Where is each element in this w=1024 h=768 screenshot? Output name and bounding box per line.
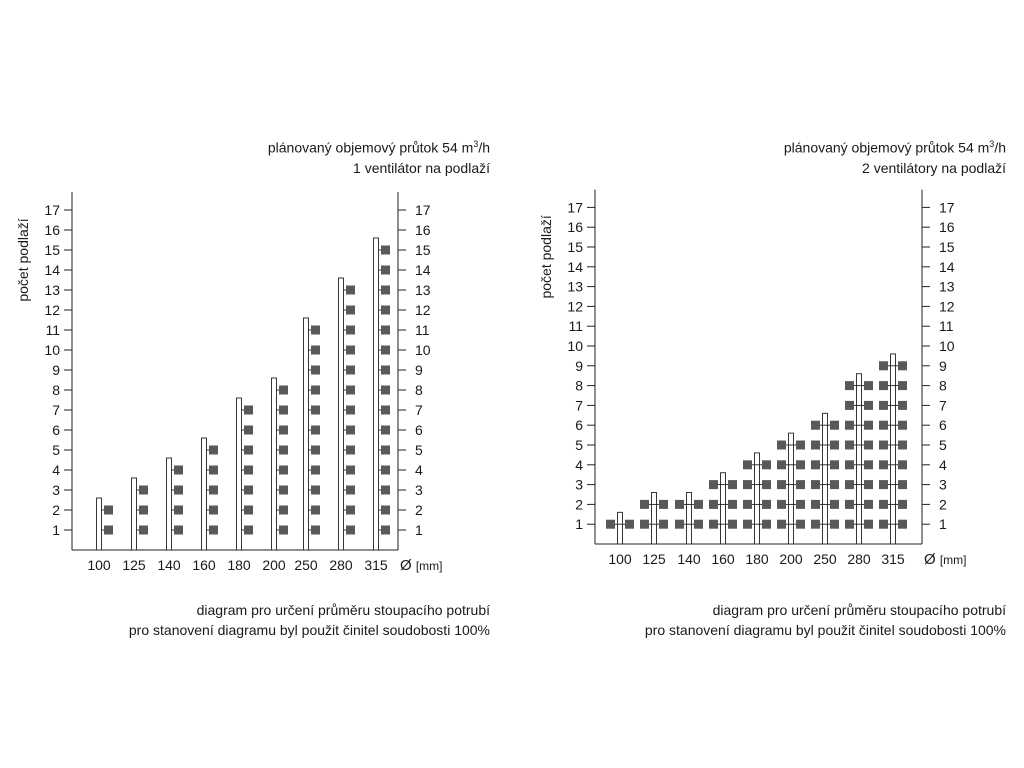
riser-pipe [687, 493, 692, 544]
y-tick-label-left: 9 [52, 362, 60, 378]
y-tick-label-left: 16 [567, 219, 583, 236]
riser-column [845, 374, 873, 544]
fan-marker [762, 480, 771, 489]
y-tick-label-right: 11 [415, 322, 430, 338]
y-tick-label-right: 4 [939, 456, 947, 473]
y-tick-label-left: 13 [44, 282, 60, 298]
fan-marker [743, 480, 752, 489]
fan-marker [879, 401, 888, 410]
header-fans-line: 2 ventilátory na podlaží [862, 159, 1006, 176]
x-axis-title: Ø [mm] [924, 551, 967, 568]
riser-pipe [652, 493, 657, 544]
fan-marker [381, 326, 390, 335]
fan-marker [659, 520, 668, 529]
fan-marker [728, 520, 737, 529]
footer-simultaneity-line: pro stanovení diagramu byl použit činitel soudobosti 100% [644, 622, 1006, 638]
riser-pipe [721, 473, 726, 544]
fan-marker [762, 520, 771, 529]
y-tick-label-right: 3 [939, 476, 947, 493]
y-axis-title: počet podlaží [15, 218, 31, 302]
fan-marker [675, 500, 684, 509]
riser-pipe [755, 453, 760, 544]
x-tick-label: 140 [677, 551, 701, 567]
fan-marker [864, 520, 873, 529]
fan-marker [381, 366, 390, 375]
fan-marker [381, 486, 390, 495]
fan-marker [381, 306, 390, 315]
fan-marker [209, 446, 218, 455]
fan-marker [381, 526, 390, 535]
fan-marker [898, 401, 907, 410]
fan-marker [845, 381, 854, 390]
riser-pipe [891, 354, 896, 544]
y-tick-label-right: 13 [939, 278, 955, 295]
y-tick-label-left: 8 [52, 382, 60, 398]
x-tick-label: 125 [642, 551, 666, 567]
y-tick-label-right: 17 [939, 199, 955, 216]
fan-marker [864, 401, 873, 410]
fan-marker [209, 486, 218, 495]
y-tick-label-left: 3 [575, 476, 583, 493]
fan-marker [694, 520, 703, 529]
x-tick-label: 250 [294, 557, 318, 573]
fan-marker [311, 426, 320, 435]
x-tick-label: 140 [157, 557, 181, 573]
fan-marker [346, 446, 355, 455]
fan-marker [311, 346, 320, 355]
fan-marker [811, 460, 820, 469]
y-tick-label-right: 9 [939, 357, 947, 374]
fan-marker [811, 421, 820, 430]
fan-marker [777, 500, 786, 509]
y-tick-label-right: 7 [939, 397, 947, 414]
chart-footer [645, 600, 1006, 640]
fan-marker [845, 421, 854, 430]
y-tick-label-right: 16 [939, 219, 955, 236]
y-tick-label-right: 16 [415, 222, 431, 238]
fan-marker [845, 500, 854, 509]
x-tick-label: 125 [122, 557, 146, 573]
riser-column [709, 473, 737, 544]
fan-marker [279, 386, 288, 395]
y-tick-label-left: 2 [52, 502, 60, 518]
y-tick-label-right: 6 [415, 422, 423, 438]
fan-marker [864, 480, 873, 489]
y-tick-label-right: 12 [415, 302, 431, 318]
fan-marker [244, 506, 253, 515]
fan-marker [659, 500, 668, 509]
y-tick-label-right: 15 [415, 242, 431, 258]
fan-marker [279, 466, 288, 475]
header-fans-line: 1 ventilátor na podlaží [353, 159, 490, 176]
fan-marker [346, 466, 355, 475]
y-tick-label-left: 10 [567, 338, 583, 354]
fan-marker [796, 500, 805, 509]
fan-marker [311, 466, 320, 475]
fan-marker [346, 526, 355, 535]
fan-marker [346, 386, 355, 395]
fan-marker [244, 426, 253, 435]
y-tick-label-left: 1 [52, 522, 60, 538]
y-tick-label-left: 11 [568, 318, 583, 335]
y-tick-label-left: 10 [44, 342, 60, 358]
riser-column [675, 493, 703, 544]
fan-marker [279, 446, 288, 455]
y-tick-label-left: 1 [575, 516, 583, 533]
y-tick-label-left: 12 [44, 302, 60, 318]
riser-column [640, 493, 668, 544]
fan-marker [879, 480, 888, 489]
y-axis-title: počet podlaží [538, 215, 554, 299]
y-tick-label-left: 8 [575, 377, 583, 394]
fan-marker [209, 526, 218, 535]
y-tick-label-right: 13 [415, 282, 431, 298]
y-tick-label-left: 2 [575, 496, 583, 513]
y-tick-label-left: 7 [575, 397, 583, 414]
fan-marker [743, 500, 752, 509]
header-flow-line: plánovaný objemový průtok 54 $m^3/h$ [267, 139, 490, 156]
fan-marker [709, 480, 718, 489]
fan-marker [279, 486, 288, 495]
fan-marker [709, 500, 718, 509]
x-tick-label: 100 [87, 557, 111, 573]
y-tick-label-left: 6 [575, 417, 583, 434]
fan-marker [640, 500, 649, 509]
fan-marker [879, 520, 888, 529]
y-tick-label-left: 4 [52, 462, 60, 478]
x-tick-label: 180 [227, 557, 251, 573]
riser-pipe [202, 438, 207, 550]
fan-marker [311, 386, 320, 395]
riser-column [167, 458, 184, 550]
fan-marker [845, 441, 854, 450]
fan-marker [796, 520, 805, 529]
fan-marker [381, 266, 390, 275]
riser-column [879, 354, 907, 544]
fan-marker [743, 460, 752, 469]
riser-column [132, 478, 149, 550]
y-tick-label-left: 17 [567, 199, 583, 216]
fan-marker [174, 486, 183, 495]
fan-marker [845, 401, 854, 410]
fan-marker [830, 520, 839, 529]
fan-marker [381, 386, 390, 395]
fan-marker [381, 286, 390, 295]
fan-marker [346, 306, 355, 315]
riser-pipe [339, 278, 344, 550]
y-tick-label-left: 13 [567, 278, 583, 295]
fan-marker [743, 520, 752, 529]
y-tick-label-left: 17 [44, 202, 60, 218]
y-tick-label-left: 5 [52, 442, 60, 458]
fan-marker [762, 460, 771, 469]
y-tick-label-left: 15 [567, 239, 583, 255]
fan-marker [311, 506, 320, 515]
fan-marker [381, 406, 390, 415]
y-tick-label-right: 8 [415, 382, 423, 398]
fan-marker [174, 526, 183, 535]
y-tick-label-right: 1 [415, 522, 423, 538]
riser-pipe [374, 238, 379, 550]
fan-marker [139, 486, 148, 495]
y-tick-label-left: 11 [45, 322, 60, 338]
fan-marker [174, 466, 183, 475]
fan-marker [864, 500, 873, 509]
fan-marker [311, 526, 320, 535]
x-tick-label: 280 [329, 557, 353, 573]
y-tick-label-left: 5 [575, 437, 583, 453]
riser-column [237, 398, 254, 550]
y-tick-label-right: 2 [939, 496, 947, 513]
fan-marker [311, 406, 320, 415]
fan-marker [898, 520, 907, 529]
fan-marker [845, 460, 854, 469]
fan-marker [811, 520, 820, 529]
fan-marker [728, 480, 737, 489]
y-tick-label-left: 6 [52, 422, 60, 438]
riser-column [606, 512, 634, 544]
y-tick-label-right: 15 [939, 239, 955, 255]
fan-marker [311, 326, 320, 335]
fan-marker [279, 406, 288, 415]
y-tick-label-left: 15 [44, 242, 60, 258]
fan-marker [174, 506, 183, 515]
riser-pipe [857, 374, 862, 544]
riser-pipe [97, 498, 102, 550]
y-tick-label-right: 10 [415, 342, 431, 358]
y-tick-label-right: 9 [415, 362, 423, 378]
fan-marker [777, 480, 786, 489]
riser-pipe [304, 318, 309, 550]
fan-marker [606, 520, 615, 529]
fan-marker [381, 446, 390, 455]
riser-pipe [272, 378, 277, 550]
fan-marker [796, 480, 805, 489]
y-tick-label-right: 10 [939, 338, 955, 354]
x-tick-label: 200 [262, 557, 286, 573]
y-tick-label-left: 9 [575, 357, 583, 374]
fan-marker [811, 480, 820, 489]
footer-purpose-line: diagram pro určení průměru stoupacího potrubí [196, 602, 490, 618]
y-tick-label-left: 14 [567, 258, 583, 275]
riser-column [777, 433, 805, 544]
x-tick-label: 160 [192, 557, 216, 573]
y-tick-label-right: 2 [415, 502, 423, 518]
y-tick-label-right: 5 [939, 437, 947, 453]
y-tick-label-right: 5 [415, 442, 423, 458]
fan-marker [279, 506, 288, 515]
fan-marker [898, 480, 907, 489]
fan-marker [279, 526, 288, 535]
fan-marker [139, 526, 148, 535]
y-tick-label-right: 14 [415, 262, 431, 278]
y-tick-label-right: 1 [939, 516, 947, 533]
fan-marker [777, 520, 786, 529]
fan-marker [346, 326, 355, 335]
fan-marker [898, 361, 907, 370]
fan-marker [104, 526, 113, 535]
fan-marker [381, 466, 390, 475]
fan-marker [879, 421, 888, 430]
x-tick-label: 280 [847, 551, 871, 567]
y-tick-label-right: 11 [939, 318, 954, 335]
fan-marker [898, 381, 907, 390]
fan-marker [381, 346, 390, 355]
riser-column [811, 413, 839, 544]
riser-column [374, 238, 391, 550]
y-tick-label-right: 3 [415, 482, 423, 498]
fan-marker [640, 520, 649, 529]
x-tick-label: 100 [608, 551, 632, 567]
fan-marker [864, 381, 873, 390]
riser-pipe [789, 433, 794, 544]
y-tick-label-right: 4 [415, 462, 423, 478]
fan-marker [879, 441, 888, 450]
x-axis-title: Ø [mm] [400, 557, 443, 574]
riser-column [272, 378, 289, 550]
fan-marker [898, 441, 907, 450]
y-tick-label-right: 6 [939, 417, 947, 434]
y-tick-label-left: 16 [44, 222, 60, 238]
chart-panel-2-fans [512, 0, 1024, 768]
fan-marker [728, 500, 737, 509]
fan-marker [830, 421, 839, 430]
y-tick-label-left: 4 [575, 456, 583, 473]
fan-marker [777, 460, 786, 469]
fan-marker [864, 441, 873, 450]
fan-marker [279, 426, 288, 435]
fan-marker [777, 441, 786, 450]
riser-pipe [132, 478, 137, 550]
fan-marker [244, 466, 253, 475]
fan-marker [830, 441, 839, 450]
fan-marker [845, 520, 854, 529]
fan-marker [244, 526, 253, 535]
x-tick-label: 180 [745, 551, 769, 567]
fan-marker [346, 406, 355, 415]
x-tick-label: 315 [364, 557, 388, 573]
riser-pipe [237, 398, 242, 550]
fan-marker [796, 460, 805, 469]
y-tick-label-right: 7 [415, 402, 423, 418]
y-tick-label-left: 3 [52, 482, 60, 498]
fan-marker [311, 486, 320, 495]
fan-marker [346, 346, 355, 355]
y-tick-label-left: 14 [44, 262, 60, 278]
x-tick-label: 315 [881, 551, 905, 567]
fan-marker [104, 506, 113, 515]
x-tick-label: 250 [813, 551, 837, 567]
y-tick-label-right: 14 [939, 258, 955, 275]
fan-marker [864, 460, 873, 469]
fan-marker [709, 520, 718, 529]
fan-marker [879, 361, 888, 370]
y-tick-label-left: 7 [52, 402, 60, 418]
fan-marker [898, 421, 907, 430]
fan-marker [381, 426, 390, 435]
fan-marker [381, 246, 390, 255]
chart-footer [129, 600, 490, 640]
riser-diagram-chart [512, 0, 1024, 768]
fan-marker [625, 520, 634, 529]
fan-marker [811, 441, 820, 450]
fan-marker [209, 466, 218, 475]
fan-marker [811, 500, 820, 509]
y-tick-label-right: 17 [415, 202, 431, 218]
fan-marker [830, 460, 839, 469]
fan-marker [346, 486, 355, 495]
x-tick-label: 160 [711, 551, 735, 567]
fan-marker [898, 500, 907, 509]
y-tick-label-left: 12 [567, 298, 583, 315]
fan-marker [346, 286, 355, 295]
fan-marker [898, 460, 907, 469]
fan-marker [796, 441, 805, 450]
riser-pipe [618, 512, 623, 544]
fan-marker [830, 480, 839, 489]
fan-marker [675, 520, 684, 529]
fan-marker [244, 486, 253, 495]
fan-marker [845, 480, 854, 489]
fan-marker [879, 381, 888, 390]
fan-marker [311, 366, 320, 375]
fan-marker [694, 500, 703, 509]
fan-marker [346, 506, 355, 515]
fan-marker [762, 500, 771, 509]
riser-column [202, 438, 219, 550]
y-tick-label-right: 12 [939, 298, 955, 315]
fan-marker [139, 506, 148, 515]
fan-marker [244, 406, 253, 415]
riser-pipe [167, 458, 172, 550]
riser-column [97, 498, 114, 550]
header-flow-line: plánovaný objemový průtok 54 $m^3/h$ [783, 139, 1006, 156]
fan-marker [209, 506, 218, 515]
riser-column [339, 278, 356, 550]
fan-marker [346, 426, 355, 435]
footer-simultaneity-line: pro stanovení diagramu byl použit činitel soudobosti 100% [128, 622, 490, 638]
fan-marker [864, 421, 873, 430]
fan-marker [244, 446, 253, 455]
y-tick-label-right: 8 [939, 377, 947, 394]
footer-purpose-line: diagram pro určení průměru stoupacího potrubí [712, 602, 1006, 618]
fan-marker [830, 500, 839, 509]
fan-marker [879, 500, 888, 509]
riser-column [743, 453, 771, 544]
fan-marker [311, 446, 320, 455]
riser-column [304, 318, 321, 550]
x-tick-label: 200 [779, 551, 803, 567]
fan-marker [381, 506, 390, 515]
fan-marker [346, 366, 355, 375]
fan-marker [879, 460, 888, 469]
